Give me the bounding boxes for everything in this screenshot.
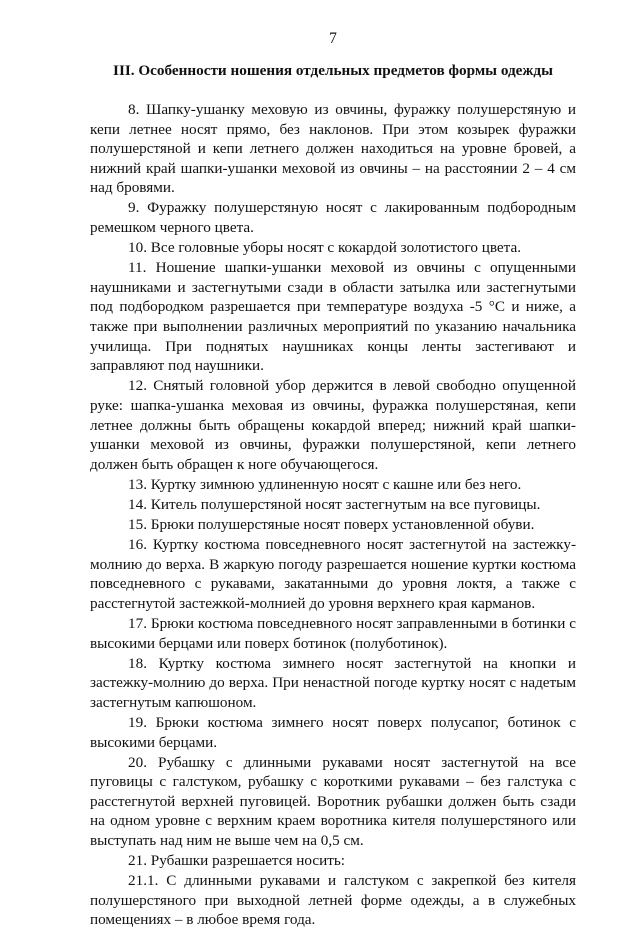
page-number: 7 [329, 30, 337, 47]
paragraph-13: 13. Куртку зимнюю удлиненную носят с кашне или без него. [128, 475, 522, 493]
paragraph-10: 10. Все головные уборы носят с кокардой золотистого цвета. [128, 239, 522, 257]
paragraph-14: 14. Китель полушерстяной носят застегнутым на все пуговицы. [128, 495, 541, 513]
paragraph-16: 16. Куртку костюма повседневного носят застегнутой на застежку-молнию до верха. В жаркую погоду разрешается ношение куртки костюма повседневного с рукавами, закатанными до уровня локтя, а также с расстегнутой застежкой-молнией до уровня верхнего края карманов. [90, 536, 576, 612]
paragraph-20: 20. Рубашку с длинными рукавами носят застегнутой на все пуговицы с галстуком, рубашку с короткими рукавами – без галстука с расстегнутой верхней пуговицей. Воротник рубашки должен быть сзади на одном уровне с верхним краем воротника кителя полушерстяного или выступать над ним не выше чем на 0,5 см. [90, 753, 576, 849]
paragraph-18: 18. Куртку костюма зимнего носят застегнутой на кнопки и застежку-молнию до верха. При ненастной погоде куртку носят с надетым застегнутым капюшоном. [90, 654, 576, 711]
paragraph-17: 17. Брюки костюма повседневного носят заправленными в ботинки с высокими берцами или поверх ботинок (полуботинок). [90, 614, 576, 652]
paragraph-15: 15. Брюки полушерстяные носят поверх установленной обуви. [128, 515, 535, 533]
paragraph-8: 8. Шапку-ушанку меховую из овчины, фуражку полушерстяную и кепи летнее носят прямо, без наклонов. При этом козырек фуражки полушерстяной и кепи летнего должен находиться на уровне бровей, а нижний край шапки-ушанки меховой из овчины – на расстоянии 2 – 4 см над бровями. [90, 101, 576, 197]
paragraph-19: 19. Брюки костюма зимнего носят поверх полусапог, ботинок с высокими берцами. [90, 713, 576, 751]
paragraph-9: 9. Фуражку полушерстяную носят с лакированным подбородным ремешком черного цвета. [90, 199, 576, 237]
paragraph-21-1: 21.1. С длинными рукавами и галстуком с закрепкой без кителя полушерстяного при выходной летней форме одежды, а в служебных помещениях – в любое время года. [90, 872, 576, 929]
paragraph-list [90, 100, 576, 930]
paragraph-21: 21. Рубашки разрешается носить: [128, 852, 346, 870]
section-title: III. Особенности ношения отдельных предметов формы одежды [113, 62, 553, 79]
paragraph-11: 11. Ношение шапки-ушанки меховой из овчины с опущенными наушниками и застегнутыми сзади в области затылка или застегнутыми под подбородком разрешается при температуре воздуха -5 °С и ниже, а также при выполнении различных мероприятий по указанию начальника училища. При поднятых наушниках концы ленты застегивают и заправляют под наушники. [90, 259, 576, 375]
paragraph-12: 12. Снятый головной убор держится в левой свободно опущенной руке: шапка-ушанка меховая из овчины, фуражка полушерстяная, кепи летнее должны быть обращены кокардой вперед; нижний край шапки-ушанки меховой из овчины, фуражки полушерстяной, кепи летнего должен быть обращен к ноге обучающегося. [90, 377, 576, 473]
